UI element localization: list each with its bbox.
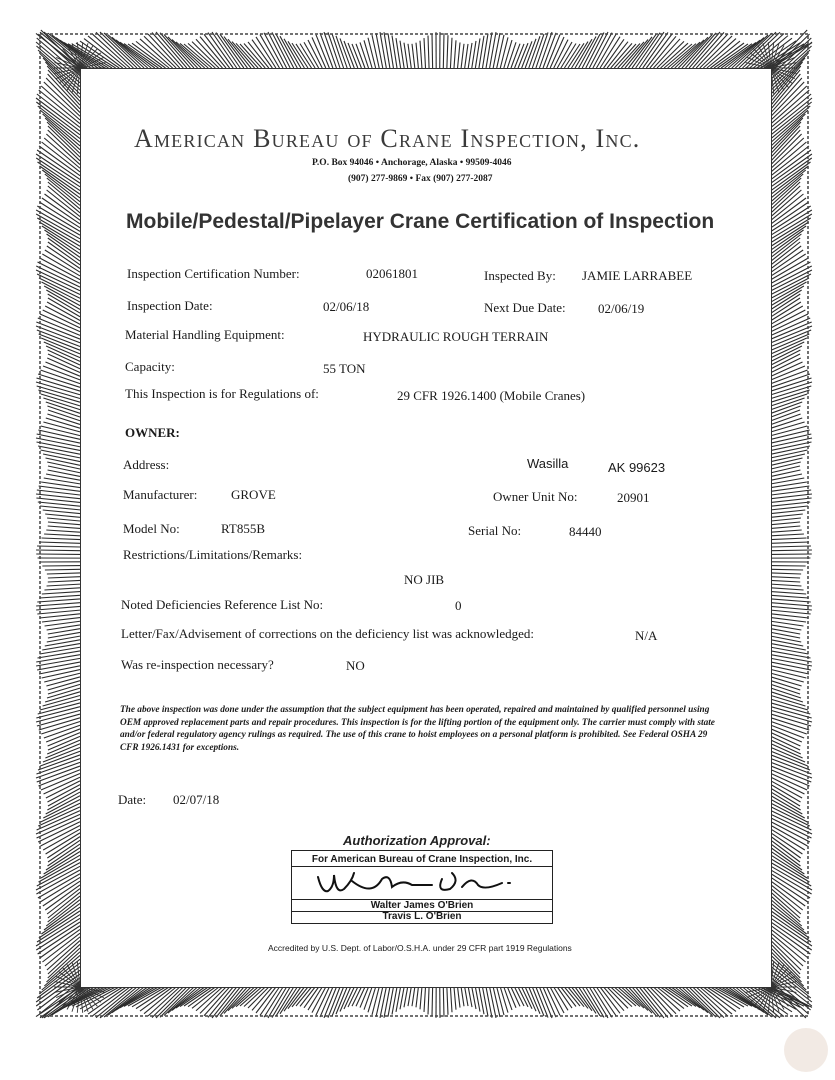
manufacturer-value: GROVE [231, 487, 276, 502]
equipment-value: HYDRAULIC ROUGH TERRAIN [363, 329, 549, 344]
manufacturer-label: Manufacturer: [123, 487, 198, 502]
inspected-by-value: JAMIE LARRABEE [582, 268, 693, 283]
deficiencies-value: 0 [455, 598, 462, 613]
company-name: American Bureau of Crane Inspection, Inc. [134, 124, 641, 153]
owner-unit-label: Owner Unit No: [493, 489, 578, 504]
inspection-date-value: 02/06/18 [323, 299, 370, 314]
company-phone: (907) 277-9869 • Fax (907) 277-2087 [348, 174, 493, 184]
capacity-value: 55 TON [323, 361, 366, 376]
authorization-for-line: For American Bureau of Crane Inspection, Inc. [311, 854, 533, 865]
address-state-zip: AK 99623 [608, 460, 666, 475]
disclaimer-text: The above inspection was done under the assumption that the subject equipment has been operated, repaired and maintained by qualified personnel using OEM approved replacement parts and repair procedures. This inspection is for the lifting portion of the equipment only. The carrier must comply with state and/or federal regulatory agency rulings as required. The use of this crane to hoist employees on a personal platform is prohibited. See Federal OSHA 29 CFR 1926.1431 for exceptions. [120, 705, 715, 753]
date-label: Date: [118, 792, 147, 807]
serial-value: 84440 [569, 524, 602, 539]
company-address: P.O. Box 94046 • Anchorage, Alaska • 99509-4046 [312, 158, 512, 168]
date-value: 02/07/18 [173, 792, 220, 807]
address-label: Address: [123, 457, 170, 472]
inspection-date-label: Inspection Date: [127, 298, 213, 313]
deficiencies-label: Noted Deficiencies Reference List No: [121, 597, 324, 612]
address-city: Wasilla [527, 456, 569, 471]
owner-unit-value: 20901 [617, 490, 650, 505]
authorization-signer-1: Walter James O'Brien [370, 900, 474, 911]
serial-label: Serial No: [468, 523, 522, 538]
regulation-value: 29 CFR 1926.1400 (Mobile Cranes) [397, 388, 586, 403]
equipment-label: Material Handling Equipment: [125, 327, 285, 342]
restrictions-label: Restrictions/Limitations/Remarks: [123, 547, 303, 562]
inspected-by-label: Inspected By: [484, 268, 556, 283]
authorization-title: Authorization Approval: [343, 833, 491, 848]
cert-number-label: Inspection Certification Number: [127, 266, 300, 281]
certificate-title: Mobile/Pedestal/Pipelayer Crane Certification of Inspection [126, 210, 715, 233]
capacity-label: Capacity: [125, 359, 175, 374]
next-due-label: Next Due Date: [484, 300, 566, 315]
reinspection-label: Was re-inspection necessary? [121, 657, 274, 672]
regulation-label: This Inspection is for Regulations of: [125, 386, 319, 401]
authorization-signer-2: Travis L. O'Brien [382, 911, 462, 922]
owner-label: OWNER: [125, 425, 180, 440]
signature-image [312, 867, 542, 899]
acknowledged-label: Letter/Fax/Advisement of corrections on the deficiency list was acknowledged: [121, 626, 534, 641]
accreditation-text: Accredited by U.S. Dept. of Labor/O.S.H.A. under 29 CFR part 1919 Regulations [268, 943, 572, 953]
acknowledged-value: N/A [635, 628, 658, 643]
model-value: RT855B [221, 521, 266, 536]
authorization-box [291, 850, 553, 924]
cert-number-value: 02061801 [366, 266, 418, 281]
next-due-value: 02/06/19 [598, 301, 645, 316]
restrictions-value: NO JIB [404, 572, 445, 587]
model-label: Model No: [123, 521, 180, 536]
reinspection-value: NO [346, 658, 365, 673]
watermark-logo [784, 1028, 828, 1072]
